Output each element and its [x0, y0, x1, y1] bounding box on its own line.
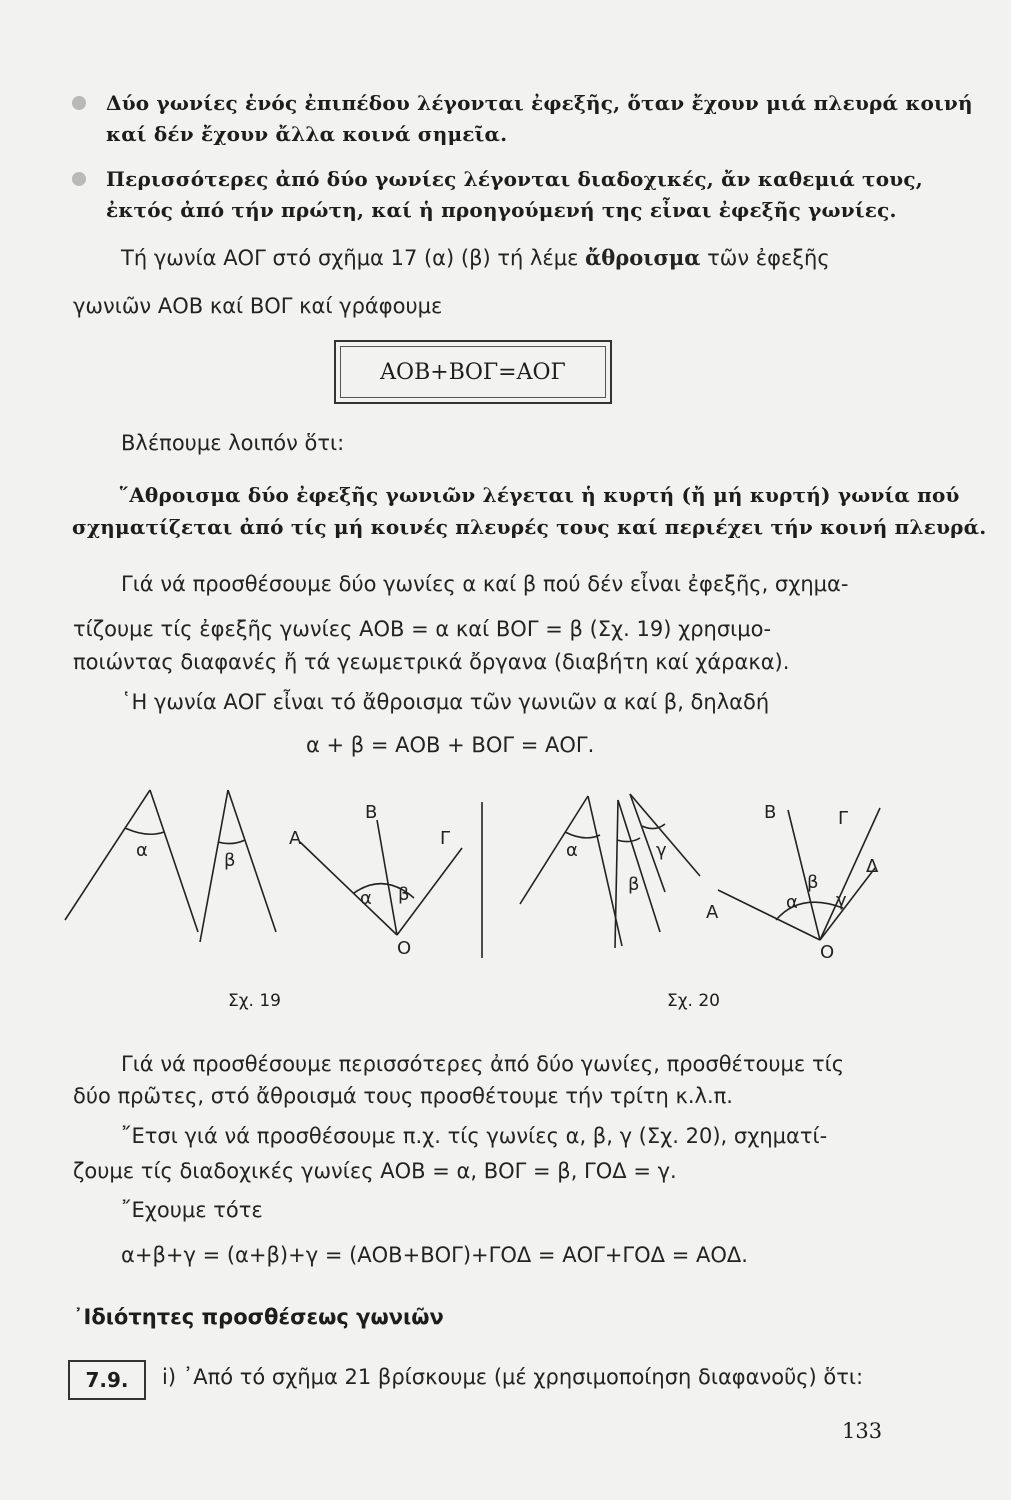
- angle-gamma: γ: [657, 1159, 671, 1183]
- label-alpha-19: α: [360, 888, 372, 909]
- angle-alpha: α: [462, 572, 477, 596]
- angle-aob: ΑΟΒ: [157, 294, 204, 318]
- label-alpha-19a: α: [136, 840, 148, 861]
- angle-aob: ΑΟΒ: [357, 1243, 403, 1267]
- formula-3: α+β+γ = (α+β)+γ = (ΑΟΒ+ΒΟΓ)+ΓΟΔ = ΑΟΓ+ΓΟΔ = ΑΟΔ.: [121, 1243, 748, 1267]
- angle-god: ΓΟΔ: [584, 1159, 627, 1183]
- angle-beta: β: [522, 572, 537, 596]
- text: εἶναι τό ἄθροισμα τῶν γωνιῶν: [265, 690, 604, 714]
- text: καί: [617, 690, 664, 714]
- para3-line5: ῎Εχουμε τότε: [121, 1198, 263, 1222]
- text: καί: [449, 617, 496, 641]
- definition-line-1: ῞Αθροισμα δύο ἐφεξῆς γωνιῶν λέγεται ἡ κυρτή (ἤ μή κυρτή) γωνία πού: [119, 483, 960, 507]
- angle-bog: ΒΟΓ: [420, 1243, 463, 1267]
- angle-aog: ΑΟΓ: [562, 1243, 605, 1267]
- text: Γιά νά προσθέσουμε δύο γωνίες: [121, 572, 463, 596]
- para1-line1: [121, 245, 830, 270]
- bold-term: ἄθροισμα: [585, 245, 701, 270]
- angle-gamma: γ: [183, 1243, 196, 1267]
- angle-alpha: α: [603, 690, 618, 714]
- angle-beta: β: [592, 1124, 607, 1148]
- definition-line-2: σχηματίζεται ἀπό τίς μή κοινές πλευρές τους καί περιέχει τήν κοινή πλευρά.: [72, 515, 987, 539]
- section-title: ᾿Ιδιότητες προσθέσεως γωνιῶν: [73, 1305, 444, 1329]
- bullet-2-line-2: ἐκτός ἀπό τήν πρώτη, καί ἡ προηγούμενή της εἶναι ἐφεξῆς γωνίες.: [106, 198, 897, 222]
- text: ζουμε τίς διαδοχικές γωνίες: [73, 1159, 381, 1183]
- angle-beta: β: [350, 733, 365, 757]
- label-B-19: Β: [365, 802, 378, 823]
- angle-bog: ΒΟΓ: [471, 733, 515, 757]
- period: .: [587, 733, 595, 757]
- label-beta-19b: β: [224, 850, 236, 871]
- angle-beta: β: [152, 1243, 166, 1267]
- angle-beta: β: [266, 1243, 280, 1267]
- text: καί: [203, 294, 250, 318]
- equals: =: [364, 733, 396, 757]
- para2-line4: [121, 690, 769, 714]
- angle-alpha: α: [235, 1243, 249, 1267]
- label-beta-19: β: [398, 884, 410, 905]
- angle-beta: β: [569, 617, 583, 641]
- text: Τή γωνία: [121, 246, 224, 270]
- angle-aog: ΑΟΓ: [545, 733, 588, 757]
- equals: =: [514, 733, 546, 757]
- para2-line2: [73, 617, 771, 641]
- bullet-1-line-2: καί δέν ἔχουν ἄλλα κοινά σημεῖα.: [106, 122, 508, 146]
- text: τῶν ἐφεξῆς: [700, 246, 830, 270]
- plus: +: [440, 733, 472, 757]
- text: ῎Ετσι γιά νά προσθέσουμε π.χ. τίς γωνίες: [121, 1124, 566, 1148]
- angle-aob: ΑΟΒ: [359, 617, 405, 641]
- angle-alpha: α: [435, 617, 450, 641]
- label-beta-20: β: [807, 872, 819, 893]
- angle-alpha: α: [456, 1159, 471, 1183]
- angle-beta: β: [557, 1159, 571, 1183]
- text: γωνιῶν: [73, 294, 158, 318]
- angle-beta: β: [663, 690, 678, 714]
- bullet-1-line-1: Δύο γωνίες ἑνός ἐπιπέδου λέγονται ἐφεξῆς, ὅταν ἔχουν μιά πλευρά κοινή: [106, 91, 973, 115]
- text: στό σχῆμα 17 (α) (β) τή λέμε: [265, 246, 586, 270]
- angle-aod: ΑΟΔ: [695, 1243, 742, 1267]
- angle-gamma: γ: [619, 1124, 632, 1148]
- label-gamma-20c: γ: [656, 840, 667, 861]
- caption-fig-20: Σχ. 20: [667, 991, 721, 1011]
- angle-bog: ΒΟΓ: [483, 1159, 527, 1183]
- equals: =: [404, 617, 436, 641]
- figures-19-20: [0, 780, 1011, 1020]
- angle-aob: ΑΟΒ: [380, 1159, 426, 1183]
- angle-alpha: α: [306, 733, 320, 757]
- formula-2: [306, 733, 594, 757]
- text: ῾Η γωνία: [121, 690, 224, 714]
- angle-bog: ΒΟΓ: [249, 294, 293, 318]
- label-D-20: Δ: [866, 856, 879, 877]
- item-number-box: [68, 1360, 146, 1400]
- lead-text: Βλέπουμε λοιπόν ὅτι:: [121, 431, 345, 455]
- angle-alpha: α: [121, 1243, 135, 1267]
- plus: +: [319, 733, 351, 757]
- text: πού δέν εἶναι ἐφεξῆς, σχημα-: [536, 572, 849, 596]
- para2-line3: ποιώντας διαφανές ἤ τά γεωμετρικά ὄργανα (διαβήτη καί χάρακα).: [73, 650, 790, 674]
- equals: =: [498, 359, 517, 385]
- text: , δηλαδή: [677, 690, 770, 714]
- label-beta-20b: β: [628, 874, 640, 895]
- angle-aog: ΑΟΓ: [516, 359, 566, 385]
- text: καί: [476, 572, 523, 596]
- item-number: 7.9.: [85, 1368, 129, 1392]
- plus: +: [430, 359, 449, 385]
- angle-god: ΓΟΔ: [622, 1243, 666, 1267]
- label-O-19: Ο: [397, 938, 412, 959]
- item-text: i) ᾿Από τό σχῆμα 21 βρίσκουμε (μέ χρησιμοποίηση διαφανοῦς) ὅτι:: [162, 1365, 864, 1389]
- label-gamma-20: γ: [836, 890, 847, 911]
- label-alpha-20a: α: [566, 840, 578, 861]
- equals: =: [538, 617, 570, 641]
- label-G-19: Γ: [440, 828, 451, 849]
- boxed-formula-content: [340, 346, 606, 398]
- para3-line1: Γιά νά προσθέσουμε περισσότερες ἀπό δύο γωνίες, προσθέτουμε τίς: [121, 1052, 845, 1076]
- para1-line2: [73, 294, 442, 318]
- para3-line3: ῎Ετσι γιά νά προσθέσουμε π.χ. τίς γωνίες α, β, γ (Σχ. 20), σχηματί-: [121, 1124, 828, 1148]
- label-O-20: Ο: [820, 942, 835, 963]
- label-G-20: Γ: [838, 808, 849, 829]
- bullet-2-line-1: Περισσότερες ἀπό δύο γωνίες λέγονται διαδοχικές, ἄν καθεμιά τους,: [106, 167, 923, 191]
- bullet-dot-1: [72, 96, 86, 110]
- text: (Σχ. 20), σχηματί-: [632, 1124, 828, 1148]
- caption-fig-19: Σχ. 19: [228, 991, 282, 1011]
- label-B-20: Β: [764, 802, 777, 823]
- angle-bog: ΒΟΓ: [448, 359, 499, 385]
- label-A-19: Α: [289, 828, 302, 849]
- angle-gamma: γ: [305, 1243, 319, 1267]
- angle-aob: ΑΟΒ: [380, 359, 431, 385]
- para3-line2: δύο πρῶτες, στό ἄθροισμά τους προσθέτουμε τήν τρίτη κ.λ.π.: [73, 1084, 733, 1108]
- para3-line4: ζουμε τίς διαδοχικές γωνίες ΑΟΒ = α, ΒΟΓ = β, ΓΟΔ = γ.: [73, 1159, 677, 1183]
- text: τίζουμε τίς ἐφεξῆς γωνίες: [73, 617, 360, 641]
- label-alpha-20: α: [786, 892, 798, 913]
- angle-aog: ΑΟΓ: [223, 246, 266, 270]
- label-A-20: Α: [706, 902, 719, 923]
- angle-aog: ΑΟΓ: [223, 690, 266, 714]
- page-number: 133: [842, 1419, 883, 1443]
- angle-god: ΓΟΔ: [488, 1243, 532, 1267]
- angle-bog: ΒΟΓ: [495, 617, 539, 641]
- angle-alpha: α: [565, 1124, 580, 1148]
- para2-line1: [121, 572, 848, 596]
- bullet-dot-2: [72, 172, 86, 186]
- boxed-formula: [334, 340, 612, 404]
- text: (Σχ. 19) χρησιμο-: [582, 617, 772, 641]
- angle-aob: ΑΟΒ: [395, 733, 441, 757]
- text: καί γράφουμε: [292, 294, 443, 318]
- period: .: [670, 1159, 677, 1183]
